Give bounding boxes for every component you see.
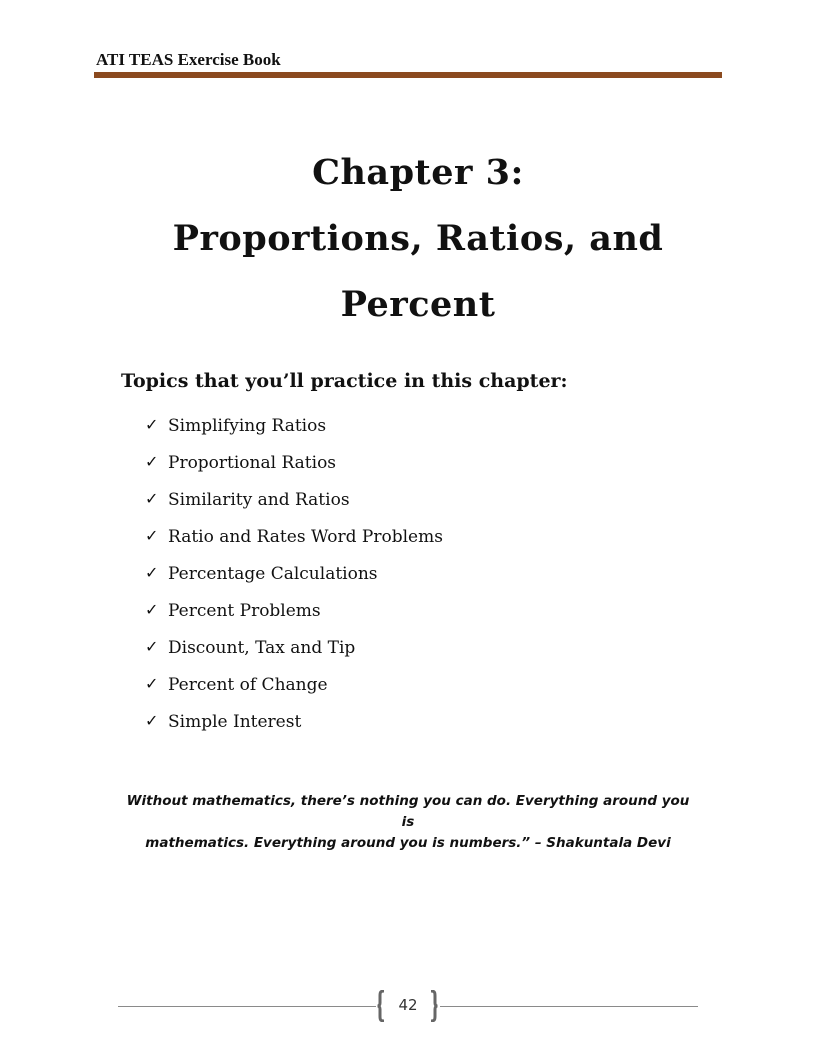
running-header-title: ATI TEAS Exercise Book <box>96 50 281 69</box>
topic-label: Ratio and Rates Word Problems <box>168 527 443 547</box>
list-item <box>145 525 443 562</box>
topic-label: Proportional Ratios <box>168 453 337 473</box>
quote-line-1: Without mathematics, there’s nothing you can do. Everything around you is <box>126 793 690 830</box>
check-icon: ✓ <box>145 563 159 582</box>
check-icon: ✓ <box>145 452 159 471</box>
list-item <box>145 451 443 488</box>
chapter-name-line-1: Proportions, Ratios, and <box>172 218 664 259</box>
topic-label: Simple Interest <box>168 712 302 732</box>
topic-label: Similarity and Ratios <box>168 490 350 510</box>
quote-line-2: mathematics. Everything around you is numbers.” – Shakuntala Devi <box>145 835 671 851</box>
topic-label: Simplifying Ratios <box>168 416 327 436</box>
check-icon: ✓ <box>145 489 159 508</box>
check-icon: ✓ <box>145 637 159 656</box>
topic-label: Discount, Tax and Tip <box>168 638 356 658</box>
left-bracket-icon <box>377 990 386 1022</box>
list-item <box>145 673 443 710</box>
list-item <box>145 636 443 673</box>
footer-rule-left <box>118 1006 376 1007</box>
topic-label: Percent Problems <box>168 601 321 621</box>
chapter-name-line-2: Percent <box>340 284 496 325</box>
topics-heading: Topics that you’ll practice in this chapter: <box>121 370 568 392</box>
list-item <box>145 599 443 636</box>
right-bracket-icon <box>429 990 438 1022</box>
header-rule <box>94 72 722 78</box>
check-icon: ✓ <box>145 526 159 545</box>
list-item <box>145 710 443 747</box>
check-icon: ✓ <box>145 600 159 619</box>
page-number: 42 <box>398 996 418 1014</box>
chapter-quote <box>120 791 696 854</box>
list-item <box>145 414 443 451</box>
list-item <box>145 562 443 599</box>
check-icon: ✓ <box>145 674 159 693</box>
footer-rule-right <box>440 1006 698 1007</box>
topic-label: Percent of Change <box>168 675 328 695</box>
list-item <box>145 488 443 525</box>
chapter-title <box>0 140 816 338</box>
check-icon: ✓ <box>145 415 159 434</box>
check-icon: ✓ <box>145 711 159 730</box>
topic-label: Percentage Calculations <box>168 564 378 584</box>
chapter-number: Chapter 3: <box>312 152 524 193</box>
topic-list <box>145 414 443 747</box>
